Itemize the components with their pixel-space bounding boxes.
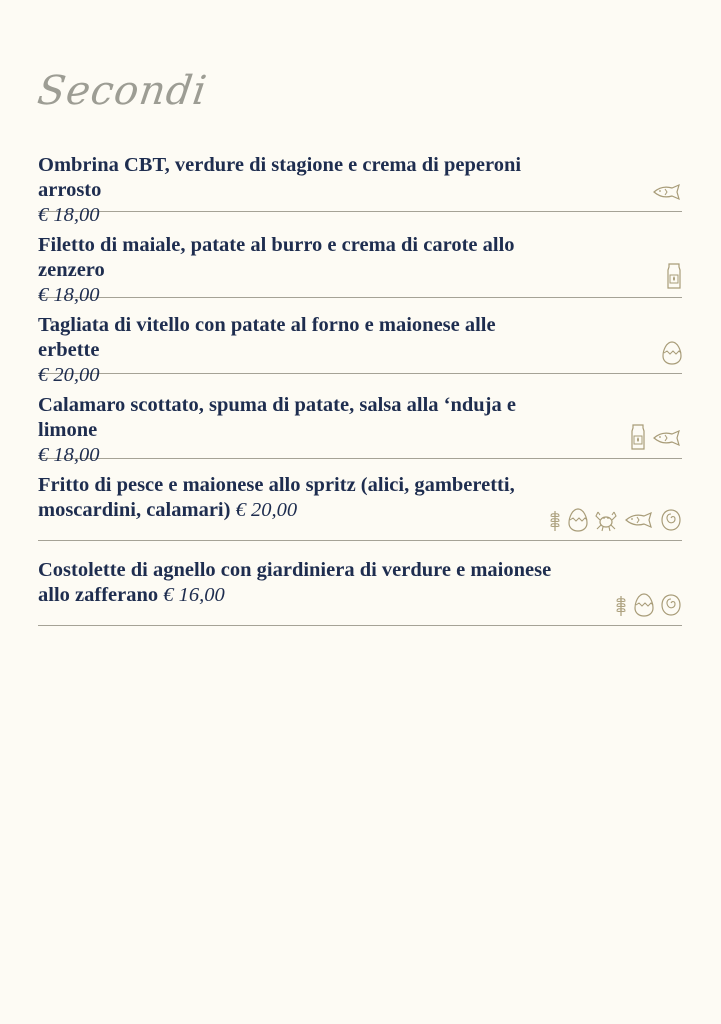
wheat-icon [614, 593, 628, 617]
egg-icon [568, 508, 588, 532]
dish-name: Tagliata di vitello con patate al forno e maionese alle erbette [38, 314, 496, 361]
crustacean-icon [594, 508, 618, 532]
allergen-icons [614, 593, 682, 617]
dish-price: € 18,00 [38, 444, 100, 466]
menu-item [38, 558, 682, 626]
egg-icon [634, 593, 654, 617]
mollusc-icon [660, 593, 682, 617]
dish-price: € 20,00 [235, 499, 298, 521]
fish-icon [652, 181, 682, 203]
dish-price: € 18,00 [38, 284, 100, 306]
mollusc-icon [660, 508, 682, 532]
menu-item [38, 393, 682, 466]
dish-price: € 18,00 [38, 204, 100, 226]
menu-item [38, 473, 682, 541]
fish-icon [624, 512, 654, 528]
menu-item [38, 153, 682, 226]
dish-name: Calamaro scottato, spuma di patate, salsa alla ‘nduja e limone [38, 394, 516, 441]
section-title: Secondi [34, 68, 210, 114]
dish-name: Costolette di agnello con giardiniera di verdure e maionese [38, 559, 552, 581]
allergen-icons [652, 181, 682, 203]
milk-icon [666, 263, 682, 289]
allergen-icons [630, 424, 682, 450]
dish-name: Ombrina CBT, verdure di stagione e crema di peperoni arrosto [38, 154, 522, 201]
allergen-icons [548, 508, 682, 532]
dish-name: Filetto di maiale, patate al burro e crema di carote allo zenzero [38, 234, 515, 281]
menu-item [38, 313, 682, 386]
dish-name-cont: moscardini, calamari) [38, 499, 231, 521]
fish-icon [652, 430, 682, 446]
wheat-icon [548, 508, 562, 532]
egg-icon [662, 341, 682, 365]
dish-price: € 20,00 [38, 364, 100, 386]
allergen-icons [662, 341, 682, 365]
menu-item [38, 233, 682, 306]
dish-price: € 16,00 [163, 584, 225, 606]
milk-icon [630, 424, 646, 450]
dish-name-cont: allo zafferano [38, 584, 159, 606]
dish-name: Fritto di pesce e maionese allo spritz (alici, gamberetti, [38, 474, 515, 496]
allergen-icons [666, 263, 682, 289]
